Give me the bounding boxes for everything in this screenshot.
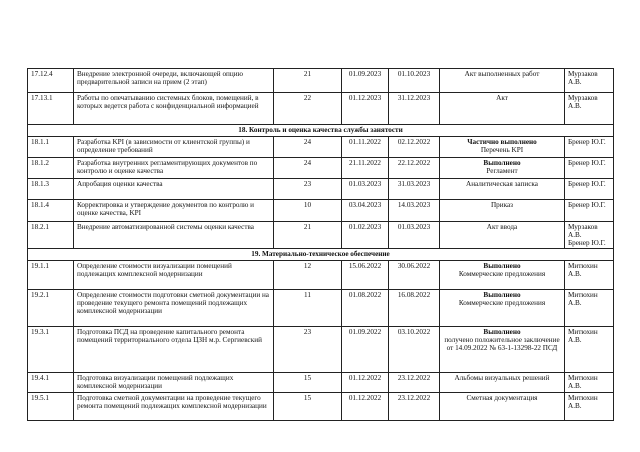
result-document: Коммерческие предложения [458,299,546,308]
responsible-cell [565,327,614,373]
task-name-cell [74,327,274,373]
start-date: 01.02.2023 [348,223,382,231]
task-name: Внедрение электронной очереди, включающей опцию предварительной записи на прием (2 этап) [77,70,243,87]
responsible-cell [565,261,614,290]
end-date-cell [389,222,440,249]
end-date: 23.12.2022 [397,374,431,383]
end-date-cell [389,179,440,200]
responsible-cell [565,93,614,125]
responsible-cell [565,222,614,249]
plan-table [27,68,614,421]
task-weight: 24 [303,138,312,146]
table-row [28,327,614,373]
end-date-cell [389,290,440,327]
end-date: 02.12.2022 [397,138,431,146]
start-date-cell [342,158,389,179]
task-number: 19.5.1 [31,394,49,403]
task-result-cell [440,137,565,158]
responsible: Митюхин А.В. [568,291,598,308]
task-name: Определение стоимости визуализации помещений подлежащих комплексной модернизации [77,262,232,279]
responsible-secondary: Бренер Ю.Г. [568,239,606,248]
table-row [28,393,614,421]
task-weight-cell [274,327,342,373]
result-status: Выполнено [483,262,521,271]
task-weight: 15 [303,374,312,383]
task-number-cell [28,200,74,222]
task-weight-cell [274,158,342,179]
table-row [28,373,614,393]
table-row [28,200,614,222]
plan-table-body [28,69,614,421]
table-row [28,137,614,158]
responsible: Митюхин А.В. [568,262,598,279]
result-status: Акт [496,94,508,102]
end-date: 30.06.2022 [397,262,431,271]
responsible-cell [565,290,614,327]
task-number-cell [28,69,74,93]
task-number-cell [28,290,74,327]
start-date-cell [342,290,389,327]
section-heading: 18. Контроль и оценка качества службы занятости [28,125,614,137]
task-name: Подготовка сметной документации на проведение текущего ремонта помещений подлежащих комплексной модернизации [77,394,267,411]
end-date-cell [389,327,440,373]
end-date-cell [389,93,440,125]
start-date-cell [342,93,389,125]
responsible: Бренер Ю.Г. [568,138,606,146]
task-number: 18.2.1 [31,223,49,231]
task-weight-cell [274,261,342,290]
task-number-cell [28,158,74,179]
task-result-cell [440,327,565,373]
table-row [28,261,614,290]
result-status: Акт ввода [486,223,518,231]
result-status: Приказ [490,201,514,209]
start-date: 01.08.2022 [348,291,382,300]
task-name: Разработка внутренних регламентирующих документов по контролю и оценке качества [77,159,258,176]
task-name: Апробация оценки качества [77,180,163,188]
task-name: Определение стоимости подготовки сметной документации на проведение текущего ремонта помещений подлежащих комплексной модернизации [77,291,269,316]
task-name-cell [74,373,274,393]
start-date-cell [342,373,389,393]
task-result-cell [440,290,565,327]
task-name-cell [74,290,274,327]
start-date-cell [342,200,389,222]
task-number-cell [28,222,74,249]
task-weight: 10 [303,201,312,209]
responsible: Мурзаков А.В. [568,94,598,111]
table-row [28,179,614,200]
table-row [28,93,614,125]
result-document: Перечень KPI [480,146,524,155]
start-date: 01.12.2023 [348,94,382,102]
task-number-cell [28,137,74,158]
start-date-cell [342,393,389,421]
responsible: Бренер Ю.Г. [568,180,606,188]
task-result-cell [440,93,565,125]
task-result-cell [440,373,565,393]
end-date-cell [389,200,440,222]
start-date-cell [342,327,389,373]
task-weight: 23 [303,328,312,337]
task-weight: 23 [303,180,312,188]
result-document: получено положительное заключение от 14.09.2022 № 63-1-13298-22 ПСД [444,336,560,353]
responsible-cell [565,69,614,93]
task-name-cell [74,393,274,421]
result-status: Акт выполненных работ [464,70,540,78]
task-name-cell [74,261,274,290]
start-date-cell [342,137,389,158]
task-name-cell [74,200,274,222]
task-number-cell [28,327,74,373]
task-name: Работы по опечатыванию системных блоков, помещений, в которых ведется работа с конфиденциальной информацией [77,94,259,111]
result-status: Аналитическая записка [466,180,538,188]
responsible: Митюхин А.В. [568,394,598,411]
task-weight-cell [274,373,342,393]
result-document: Регламент [486,167,518,176]
start-date: 15.06.2022 [348,262,382,271]
task-weight-cell [274,137,342,158]
end-date-cell [389,158,440,179]
end-date: 31.03.2023 [397,180,431,188]
responsible-cell [565,373,614,393]
task-result-cell [440,69,565,93]
task-result-cell [440,261,565,290]
task-name-cell [74,179,274,200]
result-status: Частично выполнено [467,138,537,146]
start-date: 01.12.2022 [348,374,382,383]
task-result-cell [440,179,565,200]
section-heading: 19. Материально-техническое обеспечение [28,249,614,261]
task-number: 19.3.1 [31,328,49,337]
responsible-cell [565,158,614,179]
start-date-cell [342,179,389,200]
result-status: Сметная документация [466,394,538,403]
task-name: Подготовка визуализации помещений подлежащих комплексной модернизации [77,374,234,391]
task-name-cell [74,158,274,179]
responsible: Бренер Ю.Г. [568,201,606,209]
task-name-cell [74,93,274,125]
start-date-cell [342,69,389,93]
task-weight: 22 [303,94,312,102]
end-date: 01.10.2023 [397,70,431,78]
table-row [28,158,614,179]
task-weight-cell [274,393,342,421]
task-name-cell [74,137,274,158]
responsible: Мурзаков А.В. [568,223,598,240]
task-number-cell [28,261,74,290]
task-weight: 24 [303,159,312,167]
task-number-cell [28,179,74,200]
end-date: 31.12.2023 [397,94,431,102]
task-result-cell [440,222,565,249]
task-number: 19.2.1 [31,291,49,300]
start-date-cell [342,261,389,290]
section-row [28,249,614,261]
start-date: 01.09.2022 [348,328,382,337]
end-date: 22.12.2022 [397,159,431,167]
table-row [28,290,614,327]
start-date-cell [342,222,389,249]
start-date: 01.03.2023 [348,180,382,188]
task-number: 17.12.4 [31,70,53,78]
task-weight-cell [274,200,342,222]
task-weight: 15 [303,394,312,403]
task-result-cell [440,158,565,179]
end-date-cell [389,261,440,290]
task-weight-cell [274,93,342,125]
task-number: 18.1.2 [31,159,49,167]
task-number-cell [28,393,74,421]
end-date-cell [389,69,440,93]
task-name-cell [74,222,274,249]
task-number-cell [28,93,74,125]
result-status: Выполнено [483,328,521,337]
task-result-cell [440,200,565,222]
end-date: 14.03.2023 [397,201,431,209]
end-date: 16.08.2022 [397,291,431,300]
task-name: Подготовка ПСД на проведение капитального ремонта помещений территориального отдела ЦЗН м.р. Сергиевский [77,328,262,345]
table-row [28,222,614,249]
end-date: 23.12.2022 [397,394,431,403]
start-date: 01.11.2022 [348,138,382,146]
result-document: Коммерческие предложения [458,270,546,279]
responsible-cell [565,200,614,222]
responsible: Митюхин А.В. [568,374,598,391]
end-date: 01.03.2023 [397,223,431,231]
start-date: 01.09.2023 [348,70,382,78]
task-number: 18.1.3 [31,180,49,188]
task-number: 18.1.1 [31,138,49,146]
task-number: 17.13.1 [31,94,53,102]
task-weight: 11 [304,291,311,300]
responsible: Бренер Ю.Г. [568,159,606,167]
responsible-cell [565,179,614,200]
result-status: Альбомы визуальных решений [454,374,550,383]
task-weight-cell [274,290,342,327]
end-date: 03.10.2022 [397,328,431,337]
table-row [28,69,614,93]
start-date: 03.04.2023 [348,201,382,209]
task-weight: 21 [303,70,312,78]
task-name: Разработка KPI (в зависимости от клиентской группы) и определение требований [77,138,250,155]
end-date-cell [389,393,440,421]
task-weight: 12 [303,262,312,271]
task-number-cell [28,373,74,393]
result-status: Выполнено [483,159,521,167]
task-weight-cell [274,179,342,200]
task-number: 19.4.1 [31,374,49,383]
task-weight-cell [274,222,342,249]
start-date: 21.11.2022 [348,159,382,167]
task-name: Внедрение автоматизированной системы оценки качества [77,223,254,231]
responsible-cell [565,137,614,158]
end-date-cell [389,373,440,393]
task-weight: 21 [303,223,312,231]
responsible: Мурзаков А.В. [568,70,598,87]
responsible: Митюхин А.В. [568,328,598,345]
end-date-cell [389,137,440,158]
start-date: 01.12.2022 [348,394,382,403]
task-number: 18.1.4 [31,201,49,209]
responsible-cell [565,393,614,421]
result-status: Выполнено [483,291,521,300]
task-number: 19.1.1 [31,262,49,271]
section-row [28,125,614,137]
task-name-cell [74,69,274,93]
task-result-cell [440,393,565,421]
task-name: Корректировка и утверждение документов по контролю и оценке качества, KPI [77,201,255,218]
task-weight-cell [274,69,342,93]
